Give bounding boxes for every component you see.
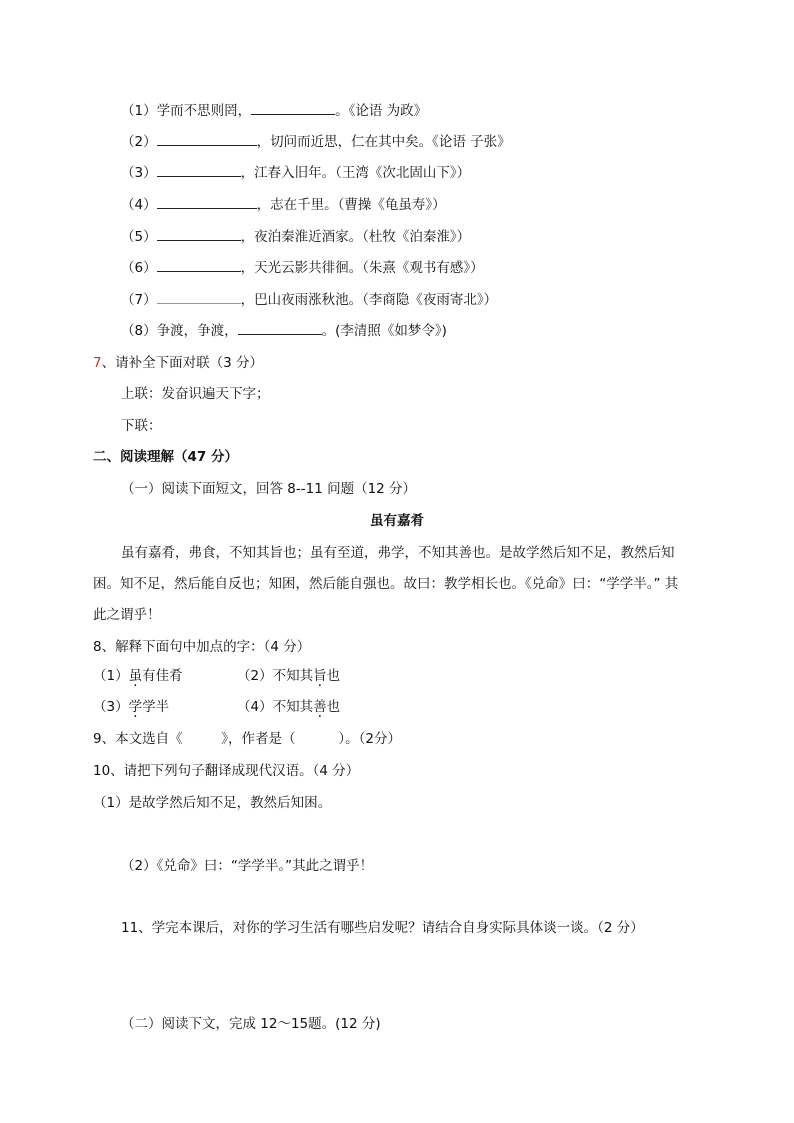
passage-line-1: 虽有嘉肴，弗食，不知其旨也；虽有至道，弗学，不知其善也。是故学然后知不足，教然后知 (121, 545, 675, 561)
answer-blank[interactable] (157, 133, 257, 146)
fill-in-number: （8） (121, 323, 157, 339)
answer-blank[interactable] (157, 164, 241, 177)
q7-title-text: 、请补全下面对联（3 分） (101, 355, 263, 371)
fill-in-item-5 (121, 228, 470, 246)
answer-blank[interactable] (251, 102, 335, 115)
fill-in-suffix: 。(李清照《如梦令》) (321, 323, 447, 339)
section2-sub2: （二）阅读下文，完成 12～15题。(12 分) (121, 1016, 381, 1032)
q10-sentence-2: （2）《兑命》曰：“学学半。”其此之谓乎！ (121, 858, 374, 874)
fill-in-item-2 (121, 133, 511, 151)
q10-sentence-1: （1）是故学然后知不足，教然后知困。 (93, 795, 332, 811)
fill-in-number: （1） (121, 103, 157, 119)
fill-in-suffix: 。《论语 为政》 (335, 103, 428, 119)
answer-blank[interactable] (238, 322, 322, 335)
q7-number: 7 (93, 355, 102, 371)
section2-sub1: （一）阅读下面短文，回答 8--11 问题（12 分） (121, 481, 417, 497)
q11-text: 11、学完本课后，对你的学习生活有哪些启发呢？请结合自身实际具体谈一谈。（2 分） (121, 920, 644, 936)
answer-blank[interactable] (157, 259, 241, 272)
q7-lower-couplet: 下联： (121, 418, 162, 434)
fill-in-prefix: 学而不思则罔， (156, 103, 252, 119)
q9-text: 9、本文选自《 》，作者是（ ）。（2分） (93, 731, 401, 747)
passage-line-3: 此之谓乎！ (93, 607, 161, 623)
fill-in-number: （2） (121, 134, 157, 150)
answer-blank[interactable] (157, 291, 241, 304)
q8-item-1: （1）虽有佳肴 (93, 668, 183, 684)
answer-blank[interactable] (157, 228, 241, 241)
q8-title: 8、解释下面句中加点的字：（4 分） (93, 639, 311, 655)
fill-in-number: （4） (121, 197, 157, 213)
fill-in-suffix: ，夜泊秦淮近酒家。（杜牧《泊秦淮》） (240, 229, 471, 245)
fill-in-number: （3） (121, 165, 157, 181)
fill-in-suffix: ，江春入旧年。（王湾《次北固山下》） (240, 165, 471, 181)
dotted-char-4: 善 (313, 699, 327, 715)
fill-in-suffix: ，巴山夜雨涨秋池。（李商隐《夜雨寄北》） (240, 292, 498, 308)
dotted-char-3: 学 (128, 699, 143, 715)
q7-upper-couplet: 上联：发奋识遍天下字； (121, 386, 270, 402)
fill-in-item-8 (121, 322, 447, 340)
fill-in-number: （5） (121, 229, 157, 245)
q10-title: 10、请把下列句子翻译成现代汉语。（4 分） (93, 763, 360, 779)
fill-in-item-1 (121, 102, 427, 120)
fill-in-item-6 (121, 259, 484, 277)
dotted-char-2: 旨 (313, 668, 327, 684)
fill-in-prefix: 争渡，争渡， (156, 323, 238, 339)
q7-title (93, 354, 263, 372)
passage-line-2: 困。知不足，然后能自反也；知困，然后能自强也。故曰：教学相长也。《兑命》曰：“学学半。” 其 (93, 576, 679, 592)
q8-item-3: （3）学学半 (93, 699, 170, 715)
section2-heading: 二、阅读理解（47 分） (93, 449, 238, 465)
dotted-char-1: 虽 (128, 668, 143, 684)
fill-in-suffix: ，天光云影共徘徊。（朱熹《观书有感》） (240, 260, 484, 276)
q8-item-2: （2）不知其旨也 (237, 668, 341, 684)
fill-in-item-3 (121, 164, 470, 182)
fill-in-number: （7） (121, 292, 157, 308)
q8-item-4: （4）不知其善也 (237, 699, 341, 715)
passage-title: 虽有嘉肴 (370, 513, 424, 529)
fill-in-number: （6） (121, 260, 157, 276)
fill-in-item-7 (121, 291, 497, 309)
fill-in-suffix: ，志在千里。（曹操《龟虽寿》） (256, 197, 446, 213)
fill-in-item-4 (121, 196, 446, 214)
answer-blank[interactable] (157, 196, 257, 209)
fill-in-suffix: ，切问而近思，仁在其中矣。《论语 子张》 (256, 134, 511, 150)
